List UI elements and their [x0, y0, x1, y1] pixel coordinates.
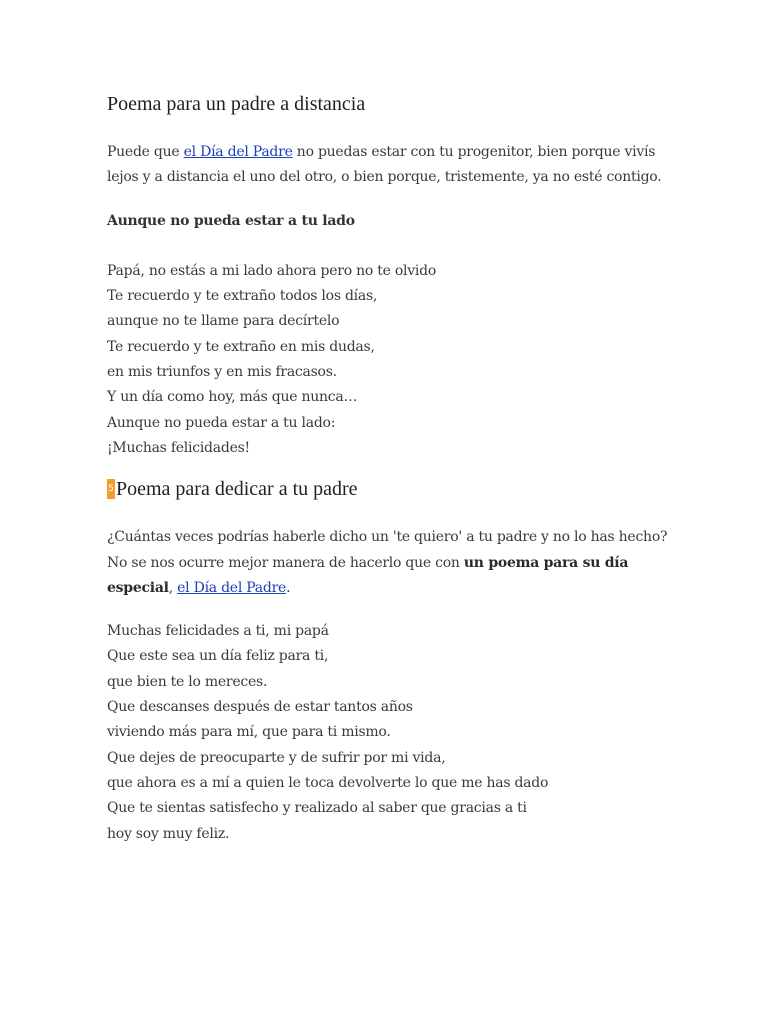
poem-line: Y un día como hoy, más que nunca… [107, 389, 358, 406]
poem-line: aunque no te llame para decírtelo [107, 313, 340, 330]
poem-line: ¡Muchas felicidades! [107, 439, 250, 456]
poem-line: Aunque no pueda estar a tu lado: [107, 414, 336, 431]
poem-line: Que te sientas satisfecho y realizado al saber que gracias a ti [107, 800, 527, 817]
section-intro-dedicate [107, 525, 667, 601]
poem-line: en mis triunfos y en mis fracasos. [107, 364, 337, 381]
dia-del-padre-link[interactable]: el Día del Padre [183, 144, 293, 160]
intro-text: lejos y a distancia el uno del otro, o bien porque, tristemente, ya no esté contigo. [107, 169, 662, 186]
article-content [107, 90, 667, 847]
intro-text: , [168, 579, 178, 596]
intro-text: ¿Cuántas veces podrías haberle dicho un 'te quiero' a tu padre y no lo has hecho? [107, 529, 668, 546]
section-heading-dedicate [107, 475, 667, 503]
section-intro-distance [107, 140, 667, 191]
intro-bold-text: un poema para su día [463, 554, 629, 571]
poem-line: Te recuerdo y te extraño todos los días, [107, 288, 378, 305]
poem-title: Aunque no pueda estar a tu lado [107, 212, 355, 229]
poem-line: que ahora es a mí a quien le toca devolverte lo que me has dado [107, 774, 549, 791]
poem-line: Te recuerdo y te extraño en mis dudas, [107, 338, 375, 355]
intro-bold-text: especial [107, 579, 169, 596]
poem-dedicate [107, 619, 667, 847]
poem-line: viviendo más para mí, que para ti mismo. [107, 724, 391, 741]
section-heading-distance: Poema para un padre a distancia [107, 93, 366, 115]
poem-line: Que dejes de preocuparte y de sufrir por mi vida, [107, 749, 446, 766]
poem-distance [107, 259, 667, 461]
section-number-badge: 5 [107, 479, 115, 499]
poem-line: que bien te lo mereces. [107, 673, 268, 690]
poem-line: hoy soy muy feliz. [107, 825, 230, 842]
intro-text: no puedas estar con tu progenitor, bien porque vivís [292, 144, 656, 160]
poem-line: Que descanses después de estar tantos años [107, 699, 413, 716]
section-heading-text: Poema para dedicar a tu padre [116, 478, 358, 501]
intro-text: . [286, 579, 291, 596]
intro-text: Puede que [107, 144, 184, 160]
poem-line: Papá, no estás a mi lado ahora pero no te olvido [107, 262, 437, 279]
poem-line: Muchas felicidades a ti, mi papá [107, 623, 329, 640]
intro-text: No se nos ocurre mejor manera de hacerlo que con [107, 554, 464, 571]
dia-del-padre-link[interactable]: el Día del Padre [177, 579, 287, 596]
poem-line: Que este sea un día feliz para ti, [107, 648, 329, 665]
